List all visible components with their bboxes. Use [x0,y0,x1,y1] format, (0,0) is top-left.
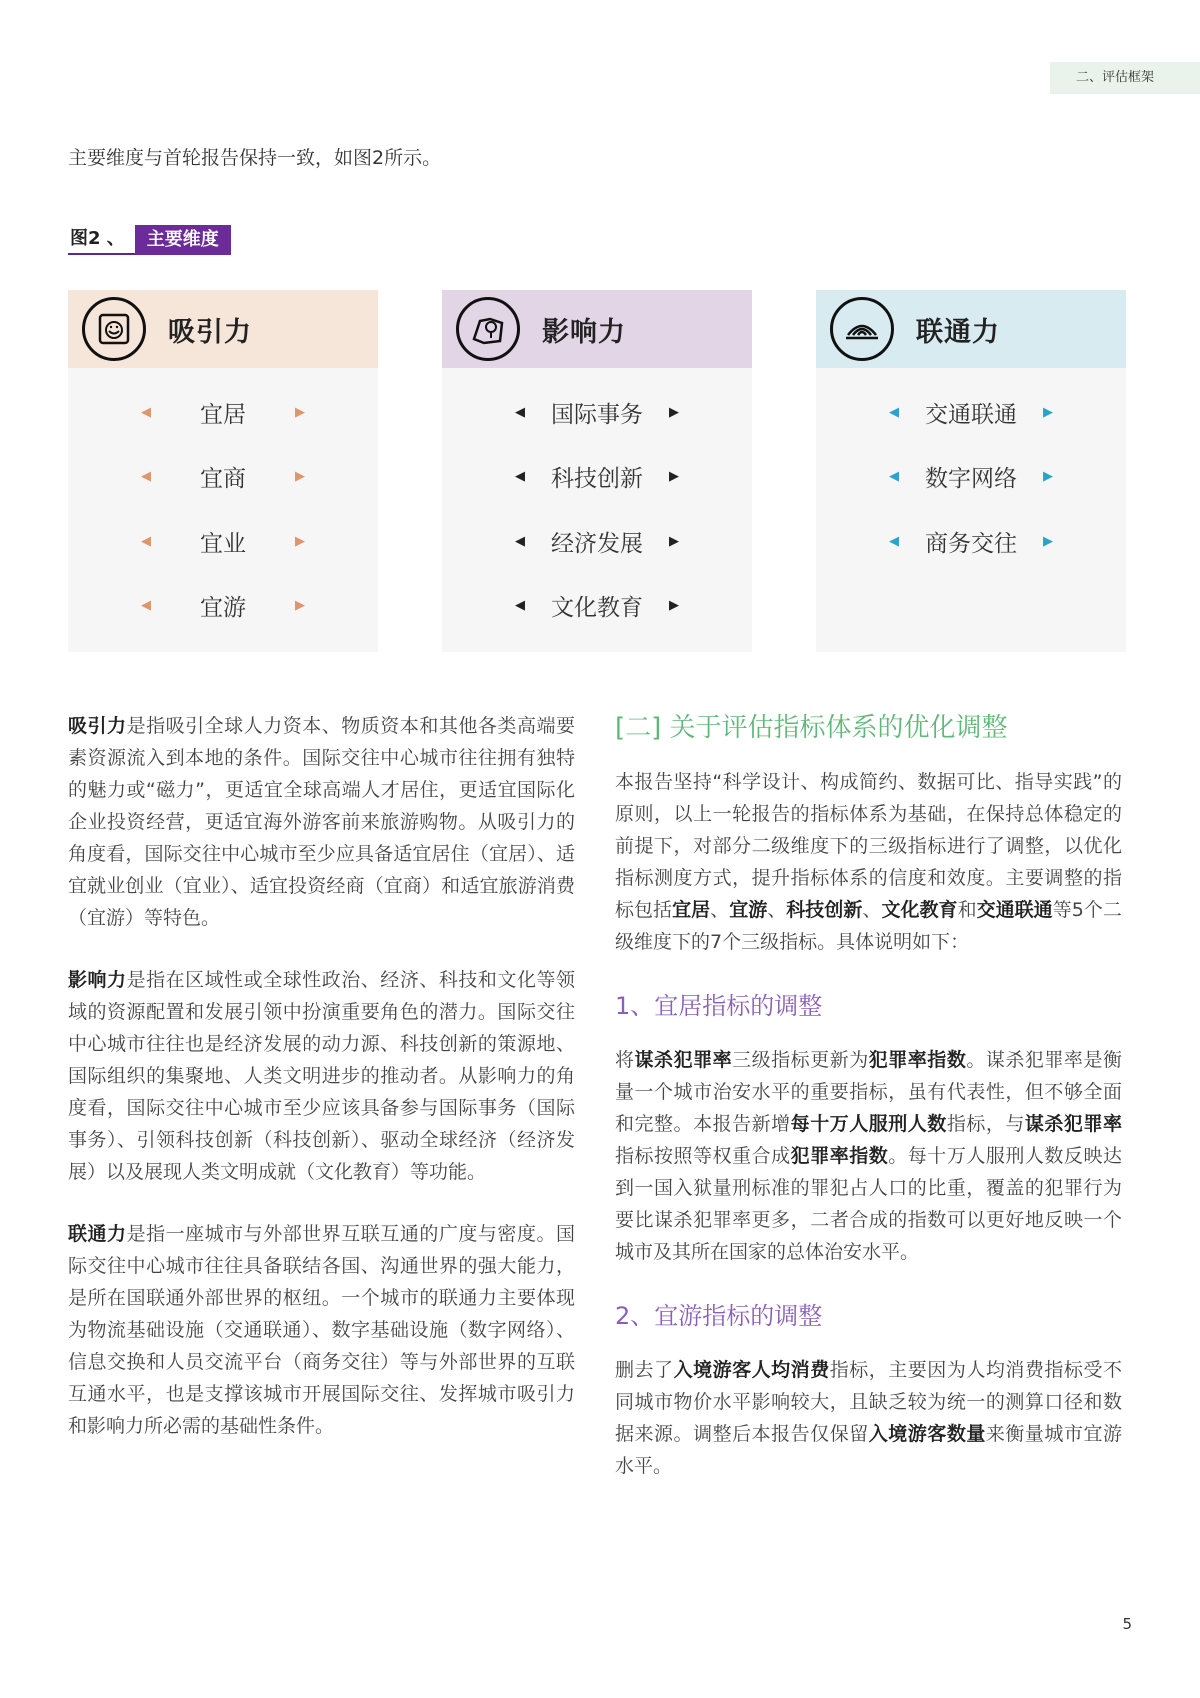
dimension-label: 数字网络 [925,466,1017,493]
intro-text: 主要维度与首轮报告保持一致，如图2所示。 [68,147,442,169]
term-influence: 影响力 [68,969,127,991]
card-title: 影响力 [542,316,626,348]
right-column [615,708,1122,1512]
right-arrow-icon: ▶ [1043,533,1053,549]
dimension-label: 科技创新 [551,466,643,493]
portrait-icon [82,297,146,361]
right-arrow-icon: ▶ [669,469,679,485]
card-header [816,290,1126,368]
left-arrow-icon: ◀ [515,598,525,614]
right-arrow-icon: ▶ [295,404,305,420]
left-arrow-icon: ◀ [889,404,899,420]
left-arrow-icon: ◀ [515,533,525,549]
right-arrow-icon: ▶ [1043,469,1053,485]
left-column [68,710,575,1472]
paragraph-principle: 本报告坚持“科学设计、构成简约、数据可比、指导实践”的原则，以上一轮报告的指标体系为基础，在保持总体稳定的前提下，对部分二级维度下的三级指标进行了调整，以优化指标测度方式，提升指标体系的信度和效度。主要调整的指标包括宜居、宜游、科技创新、文化教育和交通联通等5个二级维度下的7个三级指标。具体说明如下： [615,771,1122,953]
dimension-label: 宜商 [200,466,246,493]
right-arrow-icon: ▶ [669,598,679,614]
dimension-item [442,574,752,639]
left-arrow-icon: ◀ [141,598,151,614]
left-arrow-icon: ◀ [141,404,151,420]
left-arrow-icon: ◀ [889,469,899,485]
dimension-item [816,380,1126,445]
left-arrow-icon: ◀ [515,469,525,485]
card-header [442,290,752,368]
dimension-item [816,509,1126,574]
section-heading: [二] 关于评估指标体系的优化调整 [615,713,1008,743]
term-connectivity: 联通力 [68,1223,127,1245]
paragraph-livability: 将谋杀犯罪率三级指标更新为犯罪率指数。谋杀犯罪率是衡量一个城市治安水平的重要指标，虽有代表性，但不够全面和完整。本报告新增每十万人服刑人数指标，与谋杀犯罪率指标按照等权重合成犯罪率指数。每十万人服刑人数反映达到一国入狱量刑标准的罪犯占人口的比重，覆盖的犯罪行为要比谋杀犯罪率更多，二者合成的指数可以更好地反映一个城市及其所在国家的总体治安水平。 [615,1049,1122,1263]
dimension-label: 宜业 [200,530,246,557]
card-title: 联通力 [916,316,1000,348]
dimension-item [68,509,378,574]
paragraph-tourism: 删去了入境游客人均消费指标，主要因为人均消费指标受不同城市物价水平影响较大，且缺乏较为统一的测算口径和数据来源。调整后本报告仅保留入境游客数量来衡量城市宜游水平。 [615,1359,1122,1477]
left-arrow-icon: ◀ [515,404,525,420]
right-arrow-icon: ▶ [1043,404,1053,420]
right-arrow-icon: ▶ [295,469,305,485]
paragraph-attraction: 吸引力是指吸引全球人力资本、物质资本和其他各类高端要素资源流入到本地的条件。国际交往中心城市往往拥有独特的魅力或“磁力”，更适宜全球高端人才居住，更适宜国际化企业投资经营，更适宜海外游客前来旅游购物。从吸引力的角度看，国际交往中心城市至少应具备适宜居住（宜居）、适宜就业创业（宜业）、适宜投资经商（宜商）和适宜旅游消费（宜游）等特色。 [68,715,575,929]
dimension-item [68,380,378,445]
dimension-label: 宜游 [200,595,246,622]
card-influence [442,290,752,652]
figure-title: 主要维度 [135,225,231,255]
dimension-label: 国际事务 [551,401,643,428]
dimension-item [68,445,378,510]
paragraph-influence: 影响力是指在区域性或全球性政治、经济、科技和文化等领域的资源配置和发展引领中扮演重要角色的潜力。国际交往中心城市往往也是经济发展的动力源、科技创新的策源地、国际组织的集聚地、人类文明进步的推动者。从影响力的角度看，国际交往中心城市至少应该具备参与国际事务（国际事务）、引领科技创新（科技创新）、驱动全球经济（经济发展）以及展现人类文明成就（文化教育）等功能。 [68,969,575,1183]
right-arrow-icon: ▶ [295,533,305,549]
paragraph-connectivity: 联通力是指一座城市与外部世界互联互通的广度与密度。国际交往中心城市往往具备联结各国、沟通世界的强大能力，是所在国联通外部世界的枢纽。一个城市的联通力主要体现为物流基础设施（交通联通）、数字基础设施（数字网络）、信息交换和人员交流平台（商务交往）等与外部世界的互联互通水平，也是支撑该城市开展国际交往、发挥城市吸引力和影响力所必需的基础性条件。 [68,1223,575,1437]
dimension-label: 交通联通 [925,401,1017,428]
dimension-label: 文化教育 [551,595,643,622]
dimension-item [68,574,378,639]
figure-caption [68,225,231,255]
card-title: 吸引力 [168,316,252,348]
right-arrow-icon: ▶ [669,404,679,420]
dimension-label: 宜居 [200,401,246,428]
map-pin-icon [456,297,520,361]
wifi-signal-icon [830,297,894,361]
subheading-livability: 1、宜居指标的调整 [615,992,823,1020]
page-number: 5 [1122,1615,1132,1633]
dimension-label: 商务交往 [925,530,1017,557]
card-connectivity [816,290,1126,652]
card-header [68,290,378,368]
card-attraction [68,290,378,652]
section-tab: 二、评估框架 [1050,62,1200,94]
left-arrow-icon: ◀ [889,533,899,549]
figure-number: 图2 、 [68,225,135,255]
left-arrow-icon: ◀ [141,533,151,549]
right-arrow-icon: ▶ [669,533,679,549]
dimension-item [442,445,752,510]
right-arrow-icon: ▶ [295,598,305,614]
dimension-item [442,509,752,574]
dimension-item [442,380,752,445]
subheading-tourism: 2、宜游指标的调整 [615,1302,823,1330]
left-arrow-icon: ◀ [141,469,151,485]
term-attraction: 吸引力 [68,715,127,737]
dimension-item [816,445,1126,510]
dimension-label: 经济发展 [551,530,643,557]
